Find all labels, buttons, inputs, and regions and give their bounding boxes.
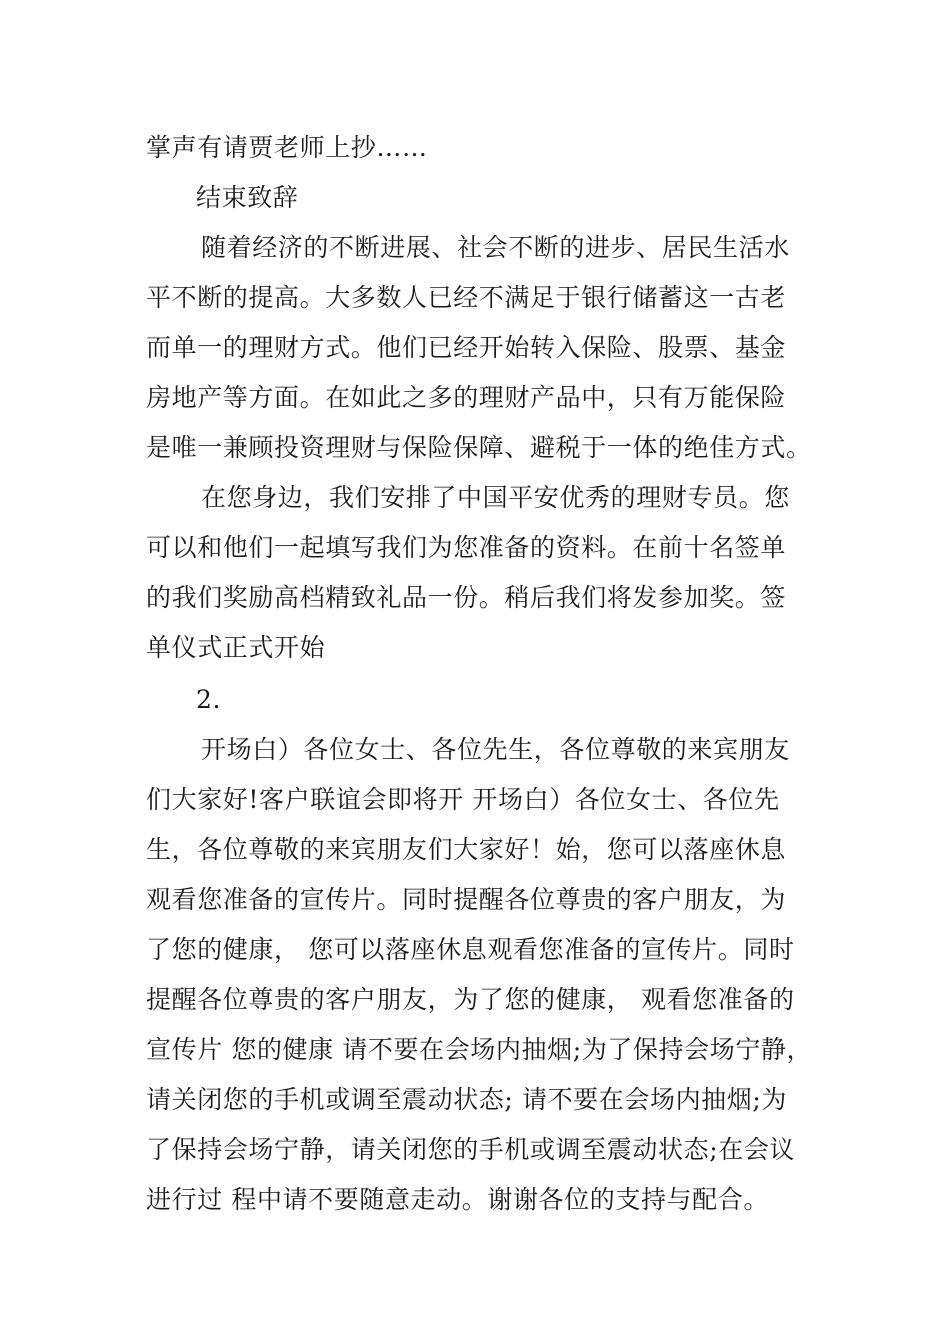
paragraph-line: 进行过 程中请不要随意走动。谢谢各位的支持与配合。 — [146, 1185, 769, 1214]
paragraph-line: 随着经济的不断进展、社会不断的进步、居民生活水 — [201, 233, 790, 262]
paragraph-line: 在您身边，我们安排了中国平安优秀的理财专员。您 — [201, 483, 790, 512]
section-number: 2. — [196, 685, 222, 714]
paragraph-line: 了您的健康， 您可以落座休息观看您准备的宣传片。同时 — [146, 935, 795, 964]
paragraph-line: 是唯一兼顾投资理财与保险保障、避税于一体的绝佳方式。 — [146, 433, 812, 462]
paragraph-line: 可以和他们一起填写我们为您准备的资料。在前十名签单 — [146, 533, 787, 562]
paragraph-line: 提醒各位尊贵的客户朋友，为了您的健康， 观看您准备的 — [146, 985, 795, 1014]
paragraph-line: 的我们奖励高档精致礼品一份。稍后我们将发参加奖。签 — [146, 583, 787, 612]
paragraph-line: 请关闭您的手机或调至震动状态; 请不要在会场内抽烟;为 — [146, 1085, 787, 1114]
paragraph-line: 生，各位尊敬的来宾朋友们大家好！始，您可以落座休息 — [146, 835, 787, 864]
paragraph-line: 房地产等方面。在如此之多的理财产品中，只有万能保险 — [146, 383, 787, 412]
paragraph-line: 了保持会场宁静，请关闭您的手机或调至震动状态;在会议 — [146, 1135, 796, 1164]
paragraph-line: 们大家好!客户联谊会即将开 开场白）各位女士、各位先 — [146, 785, 780, 814]
text-line: 掌声有请贾老师上抄…… — [146, 133, 428, 162]
section-heading: 结束致辞 — [196, 183, 299, 212]
paragraph-line: 单仪式正式开始 — [146, 633, 326, 662]
paragraph-line: 而单一的理财方式。他们已经开始转入保险、股票、基金 — [146, 333, 787, 362]
paragraph-line: 平不断的提高。大多数人已经不满足于银行储蓄这一古老 — [146, 283, 787, 312]
paragraph-line: 观看您准备的宣传片。同时提醒各位尊贵的客户朋友，为 — [146, 885, 787, 914]
paragraph-line: 宣传片 您的健康 请不要在会场内抽烟;为了保持会场宁静， — [146, 1035, 813, 1064]
paragraph-line: 开场白）各位女士、各位先生，各位尊敬的来宾朋友 — [201, 735, 790, 764]
